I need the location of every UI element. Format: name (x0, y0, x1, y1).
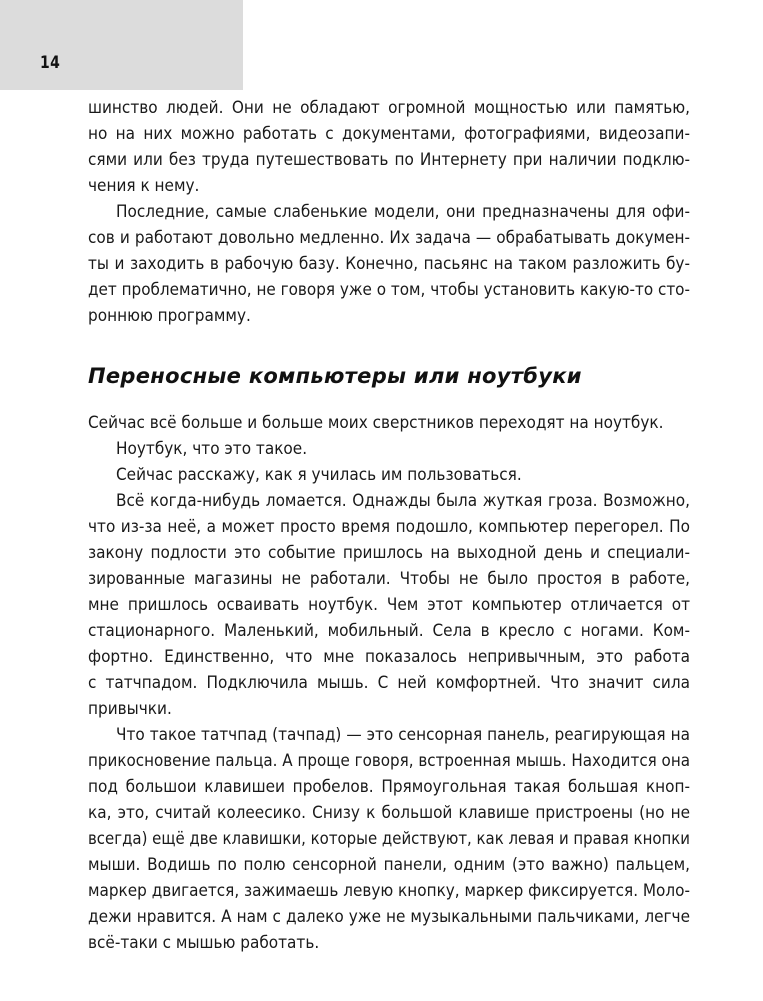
text-line: ка, это, считай колеесико. Снизу к большой клавише пристроены (но не (88, 803, 690, 823)
text-line: мне пришлось осваивать ноутбук. Чем этот компьютер отличается от (88, 595, 690, 615)
text-line: под большои клавишеи пробелов. Прямоугольная такая большая кноп- (88, 777, 690, 797)
text-line: что из-за неё, а может просто время подошло, компьютер перегорел. По (88, 517, 690, 537)
text-line: Последние, самые слабенькие модели, они предназначены для офи- (116, 202, 690, 222)
text-line: Сейчас всё больше и больше моих сверстников переходят на ноутбук. (88, 413, 664, 433)
page-number-box (0, 0, 243, 90)
text-line: зированные магазины не работали. Чтобы не было простоя в работе, (88, 569, 690, 589)
text-line: стационарного. Маленький, мобильный. Села в кресло с ногами. Ком- (88, 621, 690, 641)
text-line: но на них можно работать с документами, фотографиями, видеозапи- (88, 124, 690, 144)
page-number: 14 (40, 53, 61, 73)
text-line: шинство людей. Они не обладают огромной мощностью или памятью, (88, 98, 690, 118)
text-line: маркер двигается, зажимаешь левую кнопку, маркер фиксируется. Моло- (88, 881, 690, 901)
text-line: всегда) ещё две клавишки, которые действуют, как левая и правая кнопки (88, 829, 690, 849)
text-line: фортно. Единственно, что мне показалось непривычным, это работа (88, 647, 690, 667)
text-line: Ноутбук, что это такое. (116, 439, 308, 459)
intro-text-block (88, 95, 690, 329)
text-line: сов и работают довольно медленно. Их задача — обрабатывать докумен- (88, 228, 690, 248)
text-line: дежи нравится. А нам с далеко уже не музыкальными пальчиками, легче (88, 907, 690, 927)
text-line: прикосновение пальца. А проще говоря, встроенная мышь. Находится она (88, 751, 690, 771)
text-line: роннюю программу. (88, 306, 251, 326)
text-line: мыши. Водишь по полю сенсорной панели, одним (это важно) пальцем, (88, 855, 690, 875)
text-line: привычки. (88, 699, 172, 719)
text-line: Сейчас расскажу, как я училась им пользоваться. (116, 465, 522, 485)
section-text-block (88, 410, 690, 956)
text-line: всё-таки с мышью работать. (88, 933, 320, 953)
section-heading: Переносные компьютеры или ноутбуки (88, 364, 582, 388)
text-line: ты и заходить в рабочую базу. Конечно, пасьянс на таком разложить бу- (88, 254, 690, 274)
text-line: сями или без труда путешествовать по Интернету при наличии подклю- (88, 150, 690, 170)
text-line: с татчпадом. Подключила мышь. С ней комфортней. Что значит сила (88, 673, 690, 693)
text-line: чения к нему. (88, 176, 200, 196)
text-line: закону подлости это событие пришлось на выходной день и специали- (88, 543, 690, 563)
text-line: Что такое татчпад (тачпад) — это сенсорная панель, реагирующая на (116, 725, 690, 745)
text-line: Всё когда-нибудь ломается. Однажды была жуткая гроза. Возможно, (116, 491, 690, 511)
text-line: дет проблематично, не говоря уже о том, чтобы установить какую-то сто- (88, 280, 690, 300)
